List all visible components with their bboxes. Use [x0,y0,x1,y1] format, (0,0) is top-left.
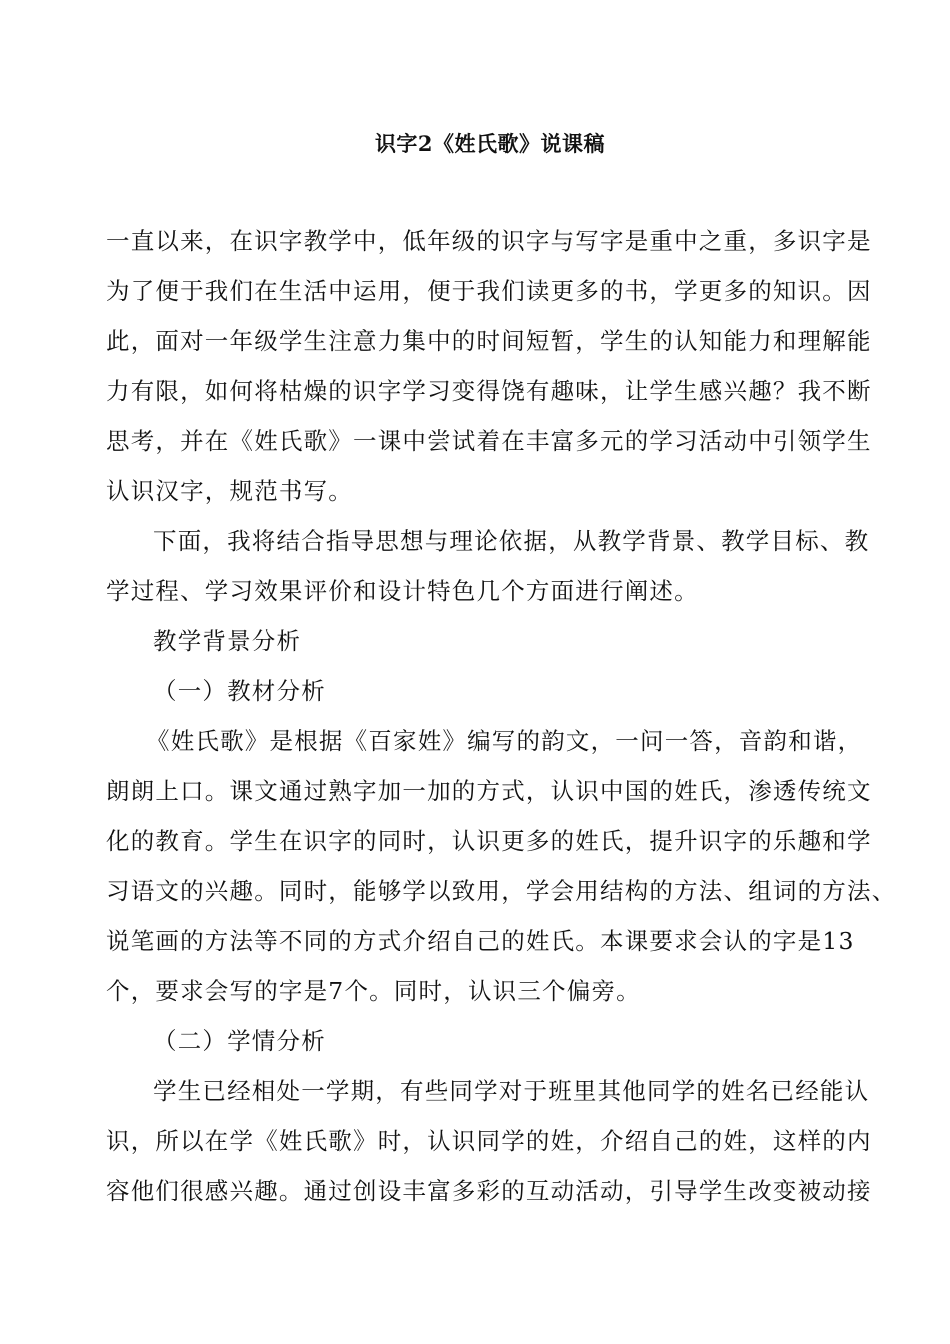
paragraph-line: 说笔画的方法等不同的方式介绍自己的姓氏。本课要求会认的字是13 [106,927,855,955]
paragraph-line: 朗朗上口。课文通过熟字加一加的方式，认识中国的姓氏，渗透传统文 [106,777,872,805]
paragraph-line: 学生已经相处一学期，有些同学对于班里其他同学的姓名已经能认 [153,1077,870,1105]
paragraph-line: 识，所以在学《姓氏歌》时，认识同学的姓，介绍自己的姓，这样的内 [106,1127,872,1155]
paragraph-line: 此，面对一年级学生注意力集中的时间短暂，学生的认知能力和理解能 [106,327,872,355]
paragraph-line: 下面，我将结合指导思想与理论依据，从教学背景、教学目标、教 [153,527,870,555]
document-title: 识字2《姓氏歌》说课稿 [374,131,606,156]
paragraph-line: 化的教育。学生在识字的同时，认识更多的姓氏，提升识字的乐趣和学 [106,827,872,855]
paragraph-line: 学过程、学习效果评价和设计特色几个方面进行阐述。 [106,577,699,605]
paragraph-line: 《姓氏歌》是根据《百家姓》编写的韵文，一问一答，音韵和谐， [146,727,863,755]
paragraph-line: 个，要求会写的字是7个。同时，认识三个偏旁。 [106,977,641,1005]
paragraph-line: 认识汉字，规范书写。 [106,477,353,505]
paragraph-line: 为了便于我们在生活中运用，便于我们读更多的书，学更多的知识。因 [106,277,872,305]
subsection-heading: （一）教材分析 [153,677,326,705]
section-heading: 教学背景分析 [153,627,302,655]
paragraph-line: 容他们很感兴趣。通过创设丰富多彩的互动活动，引导学生改变被动接 [106,1177,872,1205]
subsection-heading: （二）学情分析 [153,1027,326,1055]
paragraph-line: 一直以来，在识字教学中，低年级的识字与写字是重中之重，多识字是 [106,227,872,255]
paragraph-line: 思考，并在《姓氏歌》一课中尝试着在丰富多元的学习活动中引领学生 [106,427,872,455]
paragraph-line: 习语文的兴趣。同时，能够学以致用，学会用结构的方法、组词的方法、 [106,877,897,905]
paragraph-line: 力有限，如何将枯燥的识字学习变得饶有趣味，让学生感兴趣？我不断 [106,377,872,405]
